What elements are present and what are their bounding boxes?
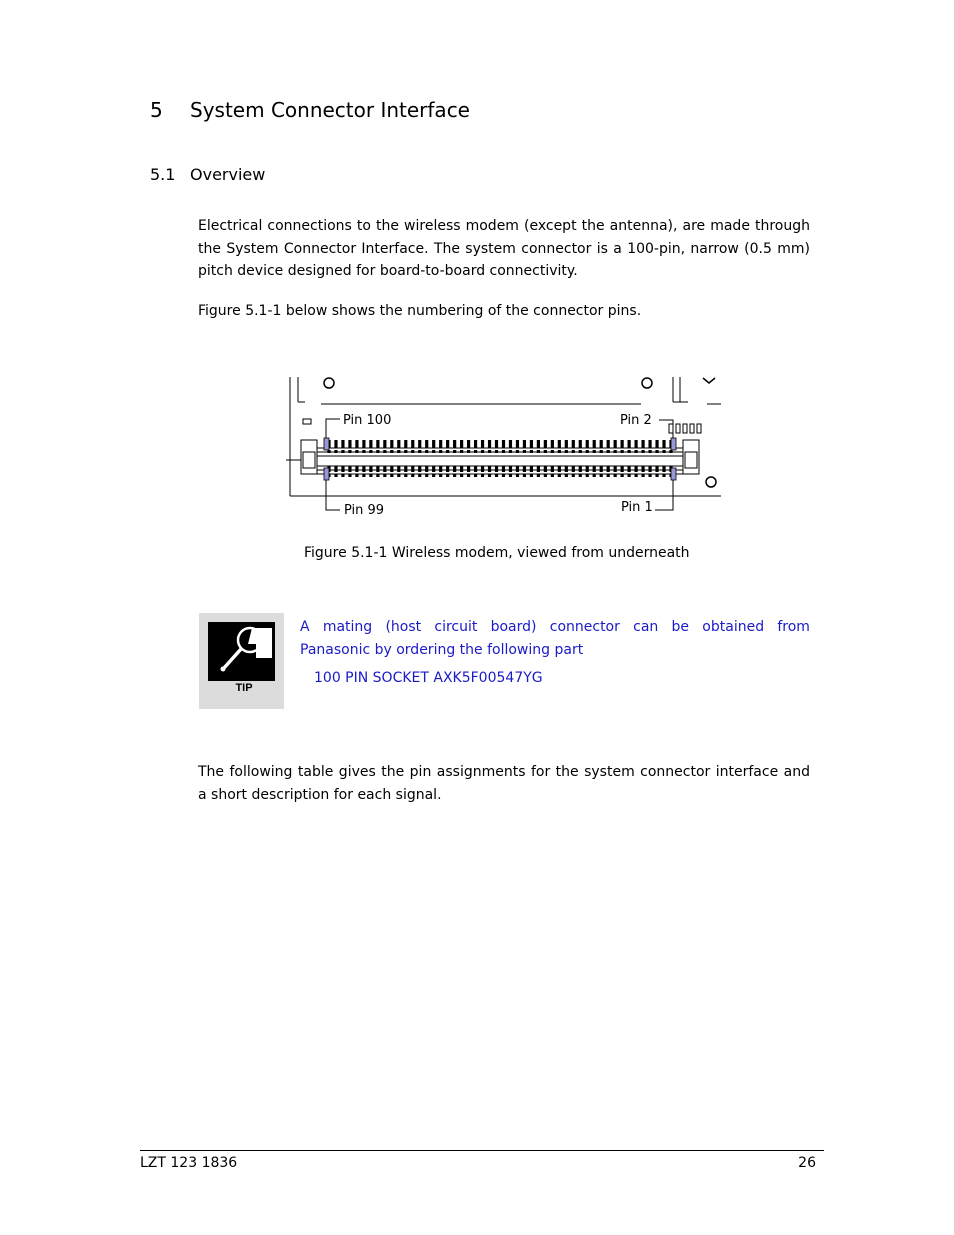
connector-pin <box>348 440 351 448</box>
connector-pin <box>516 466 519 472</box>
connector-pin-tip <box>635 474 638 477</box>
connector-pin <box>648 440 651 448</box>
connector-pin <box>383 466 386 472</box>
connector-pin-tip <box>635 450 638 453</box>
pin-100-label: Pin 100 <box>343 413 392 428</box>
connector-pin <box>341 440 344 448</box>
connector-pin-tip <box>418 450 421 453</box>
connector-pin <box>439 440 442 448</box>
connector-pin-tip <box>418 474 421 477</box>
connector-pin <box>411 440 414 448</box>
connector-pin <box>641 466 644 472</box>
connector-pin <box>635 466 638 472</box>
connector-pin-tip <box>544 474 547 477</box>
connector-pin-tip <box>509 474 512 477</box>
connector-pin <box>474 466 477 472</box>
section-number: 5 <box>150 98 163 122</box>
tip-word: circuit <box>434 619 478 635</box>
connector-pin-tip <box>537 450 540 453</box>
connector-pin-tip <box>397 450 400 453</box>
connector-pin <box>593 440 596 448</box>
connector-pin <box>334 466 337 472</box>
connector-pin <box>558 440 561 448</box>
connector-pin <box>565 466 568 472</box>
connector-pin-tip <box>621 474 624 477</box>
connector-pin-tip <box>523 450 526 453</box>
connector-pin <box>655 466 658 472</box>
subsection-number: 5.1 <box>150 165 176 184</box>
connector-pin-tip <box>641 474 644 477</box>
connector-pin-tip <box>390 450 393 453</box>
connector-pin <box>432 440 435 448</box>
connector-pin <box>397 440 400 448</box>
connector-pin <box>453 440 456 448</box>
small-pad <box>303 419 311 424</box>
connector-pin-tip <box>467 450 470 453</box>
connector-pin-tip <box>383 474 386 477</box>
connector-pin <box>474 440 477 448</box>
connector-pin <box>572 440 575 448</box>
connector-pin <box>488 440 491 448</box>
connector-pin <box>551 466 554 472</box>
tip-text-line-2: Panasonic by ordering the following part <box>300 642 584 658</box>
pin-99-label: Pin 99 <box>344 503 385 517</box>
footer-divider <box>140 1150 824 1151</box>
connector-pin <box>648 466 651 472</box>
connector-pin-tip <box>425 474 428 477</box>
connector-pin <box>404 440 407 448</box>
connector-pin <box>621 466 624 472</box>
connector-pin <box>586 466 589 472</box>
tip-text-line-1 <box>300 616 810 639</box>
connector-pin <box>411 466 414 472</box>
connector-pin-tip <box>628 450 631 453</box>
connector-pin <box>481 466 484 472</box>
connector-pin-tip <box>516 474 519 477</box>
part-number: 100 PIN SOCKET AXK5F00547YG <box>314 670 543 686</box>
connector-pin <box>467 466 470 472</box>
connector-pin-tip <box>614 450 617 453</box>
tip-word: mating <box>322 619 373 635</box>
connector-pin <box>425 466 428 472</box>
connector-pin-tip <box>495 474 498 477</box>
connector-pin-tip <box>662 474 665 477</box>
connector-body <box>301 440 699 474</box>
connector-figure <box>283 372 728 517</box>
tip-text <box>300 616 810 662</box>
connector-pin <box>662 440 665 448</box>
connector-pin-tip <box>425 450 428 453</box>
connector-pin <box>530 440 533 448</box>
connector-pin <box>397 466 400 472</box>
connector-pin-tip <box>390 474 393 477</box>
connector-pin <box>383 440 386 448</box>
connector-pin-tip <box>327 450 330 453</box>
connector-pin <box>334 440 337 448</box>
subsection-title: Overview <box>190 165 266 184</box>
connector-pin-tip <box>565 474 568 477</box>
connector-pin <box>607 440 610 448</box>
connector-pin-tip <box>362 474 365 477</box>
connector-pin-tip <box>376 450 379 453</box>
connector-pin <box>481 440 484 448</box>
figure-reference-paragraph: Figure 5.1-1 below shows the numbering of the connector pins. <box>198 303 642 319</box>
connector-pin <box>607 466 610 472</box>
connector-pin-tip <box>397 474 400 477</box>
subsection-heading <box>150 165 265 184</box>
connector-pin <box>376 440 379 448</box>
connector-pin-tip <box>530 450 533 453</box>
connector-pin <box>565 440 568 448</box>
connector-pin <box>488 466 491 472</box>
connector-pin-tip <box>376 474 379 477</box>
connector-pin <box>523 466 526 472</box>
connector-pin-tip <box>348 474 351 477</box>
connector-pin <box>355 466 358 472</box>
connector-pin <box>390 466 393 472</box>
connector-pin <box>446 440 449 448</box>
connector-pin <box>369 466 372 472</box>
connector-pin-tip <box>586 450 589 453</box>
connector-pin <box>453 466 456 472</box>
connector-pin-tip <box>446 474 449 477</box>
connector-pin-tip <box>572 474 575 477</box>
tip-word: board) <box>490 619 537 635</box>
connector-pin <box>655 440 658 448</box>
connector-pin <box>418 440 421 448</box>
connector-pin <box>432 466 435 472</box>
connector-pin <box>418 466 421 472</box>
connector-pin-tip <box>488 474 491 477</box>
tip-word: from <box>777 619 810 635</box>
connector-pin <box>355 440 358 448</box>
tip-word: (host <box>385 619 422 635</box>
connector-pin-tip <box>641 450 644 453</box>
connector-pin-tip <box>628 474 631 477</box>
table-intro-paragraph: The following table gives the pin assignments for the system connector interface and a short description for each signal. <box>198 764 810 803</box>
connector-pin-tip <box>579 474 582 477</box>
connector-pin-tip <box>579 450 582 453</box>
connector-pin-tip <box>334 474 337 477</box>
connector-pin <box>530 466 533 472</box>
figure-caption: Figure 5.1-1 Wireless modem, viewed from underneath <box>304 545 690 561</box>
connector-pin-tip <box>648 450 651 453</box>
connector-pin-tip <box>404 474 407 477</box>
connector-pin <box>446 466 449 472</box>
connector-pin <box>362 440 365 448</box>
connector-pin <box>495 440 498 448</box>
connector-pin-tip <box>502 474 505 477</box>
tip-word: can <box>633 619 659 635</box>
connector-pin-tip <box>593 474 596 477</box>
connector-pin <box>404 466 407 472</box>
connector-pin-tip <box>460 474 463 477</box>
connector-pin-tip <box>481 474 484 477</box>
connector-pin-tip <box>432 474 435 477</box>
connector-pin <box>544 440 547 448</box>
connector-pin <box>628 466 631 472</box>
connector-pin-tip <box>655 474 658 477</box>
connector-pin-tip <box>481 450 484 453</box>
connector-pin <box>641 440 644 448</box>
connector-pin <box>341 466 344 472</box>
connector-pin-tip <box>558 474 561 477</box>
connector-pin <box>628 440 631 448</box>
connector-pin <box>467 440 470 448</box>
connector-pin <box>579 466 582 472</box>
connector-pin-tip <box>453 474 456 477</box>
tip-word: A <box>300 619 310 635</box>
connector-pin <box>348 466 351 472</box>
connector-pin-tip <box>495 450 498 453</box>
connector-pin-tip <box>369 474 372 477</box>
connector-pin <box>586 440 589 448</box>
connector-pin-tip <box>669 450 672 453</box>
connector-pin-tip <box>537 474 540 477</box>
connector-pin-tip <box>453 450 456 453</box>
connector-pin <box>579 440 582 448</box>
connector-pin-tip <box>586 474 589 477</box>
connector-pin <box>572 466 575 472</box>
connector-pin-tip <box>362 450 365 453</box>
connector-pin-tip <box>572 450 575 453</box>
connector-pin <box>509 466 512 472</box>
connector-pin-tip <box>432 450 435 453</box>
connector-pin-tip <box>509 450 512 453</box>
connector-pin-tip <box>341 450 344 453</box>
connector-pin <box>369 440 372 448</box>
connector-pin-tip <box>411 474 414 477</box>
connector-pin <box>558 466 561 472</box>
connector-pin <box>544 466 547 472</box>
connector-pin <box>523 440 526 448</box>
connector-pin-tip <box>593 450 596 453</box>
pin-1-label: Pin 1 <box>621 500 653 515</box>
pin-row-bottom <box>327 466 672 477</box>
connector-pin-tip <box>467 474 470 477</box>
tip-word: obtained <box>702 619 765 635</box>
magnifier-icon <box>208 622 275 681</box>
connector-pin <box>593 466 596 472</box>
connector-pin-tip <box>341 474 344 477</box>
connector-pin-tip <box>488 450 491 453</box>
connector-pin <box>425 440 428 448</box>
connector-pin-tip <box>551 474 554 477</box>
connector-pin-tip <box>600 450 603 453</box>
connector-pin-tip <box>439 474 442 477</box>
connector-pin-tip <box>411 450 414 453</box>
connector-pin-tip <box>369 450 372 453</box>
tip-word: be <box>671 619 690 635</box>
connector-pin <box>390 440 393 448</box>
connector-pin <box>662 466 665 472</box>
connector-pin <box>600 466 603 472</box>
connector-pin-tip <box>446 450 449 453</box>
connector-pin-tip <box>558 450 561 453</box>
connector-pin-tip <box>474 474 477 477</box>
connector-pin-tip <box>565 450 568 453</box>
connector-pin-tip <box>516 450 519 453</box>
connector-pin-tip <box>621 450 624 453</box>
connector-pin <box>439 466 442 472</box>
connector-pin <box>502 440 505 448</box>
tip-word: connector <box>549 619 620 635</box>
tip-label: TIP <box>235 682 253 694</box>
pin-row-top <box>327 440 672 453</box>
pin-2-label: Pin 2 <box>620 413 652 428</box>
connector-pin-tip <box>474 450 477 453</box>
connector-pin <box>460 440 463 448</box>
side-pads <box>669 424 701 433</box>
board-outline <box>286 377 721 496</box>
connector-pin <box>621 440 624 448</box>
connector-pin-tip <box>439 450 442 453</box>
connector-pin-tip <box>544 450 547 453</box>
connector-pin <box>516 440 519 448</box>
connector-pin-tip <box>551 450 554 453</box>
connector-pin-tip <box>460 450 463 453</box>
connector-pin <box>495 466 498 472</box>
connector-pin-tip <box>355 450 358 453</box>
connector-pin <box>537 466 540 472</box>
connector-pin <box>614 440 617 448</box>
connector-pin-tip <box>523 474 526 477</box>
connector-pin-tip <box>502 450 505 453</box>
connector-pin-tip <box>334 450 337 453</box>
connector-pin-tip <box>607 450 610 453</box>
connector-pin-tip <box>662 450 665 453</box>
connector-pin <box>600 440 603 448</box>
connector-pin <box>362 466 365 472</box>
connector-pin-tip <box>614 474 617 477</box>
connector-pin <box>551 440 554 448</box>
connector-pin <box>537 440 540 448</box>
connector-pin-tip <box>404 450 407 453</box>
footer-doc-number: LZT 123 1836 <box>140 1155 238 1171</box>
connector-pin-tip <box>383 450 386 453</box>
connector-pin-tip <box>348 450 351 453</box>
connector-pin-tip <box>355 474 358 477</box>
connector-pin-tip <box>600 474 603 477</box>
connector-pin <box>502 466 505 472</box>
connector-pin <box>509 440 512 448</box>
intro-paragraph: Electrical connections to the wireless modem (except the antenna), are made through the System Connector Interface. The system connector is a 100-pin, narrow (0.5 mm) pitch device designed for board-to-board connectivity. <box>198 218 810 279</box>
connector-pin <box>460 466 463 472</box>
connector-pin <box>614 466 617 472</box>
footer-page-number: 26 <box>798 1155 816 1171</box>
connector-pin-tip <box>655 450 658 453</box>
connector-pin <box>635 440 638 448</box>
section-title: System Connector Interface <box>190 98 470 122</box>
connector-pin-tip <box>530 474 533 477</box>
connector-pin-tip <box>648 474 651 477</box>
connector-pin <box>376 466 379 472</box>
connector-pin-tip <box>607 474 610 477</box>
section-heading <box>150 98 470 122</box>
